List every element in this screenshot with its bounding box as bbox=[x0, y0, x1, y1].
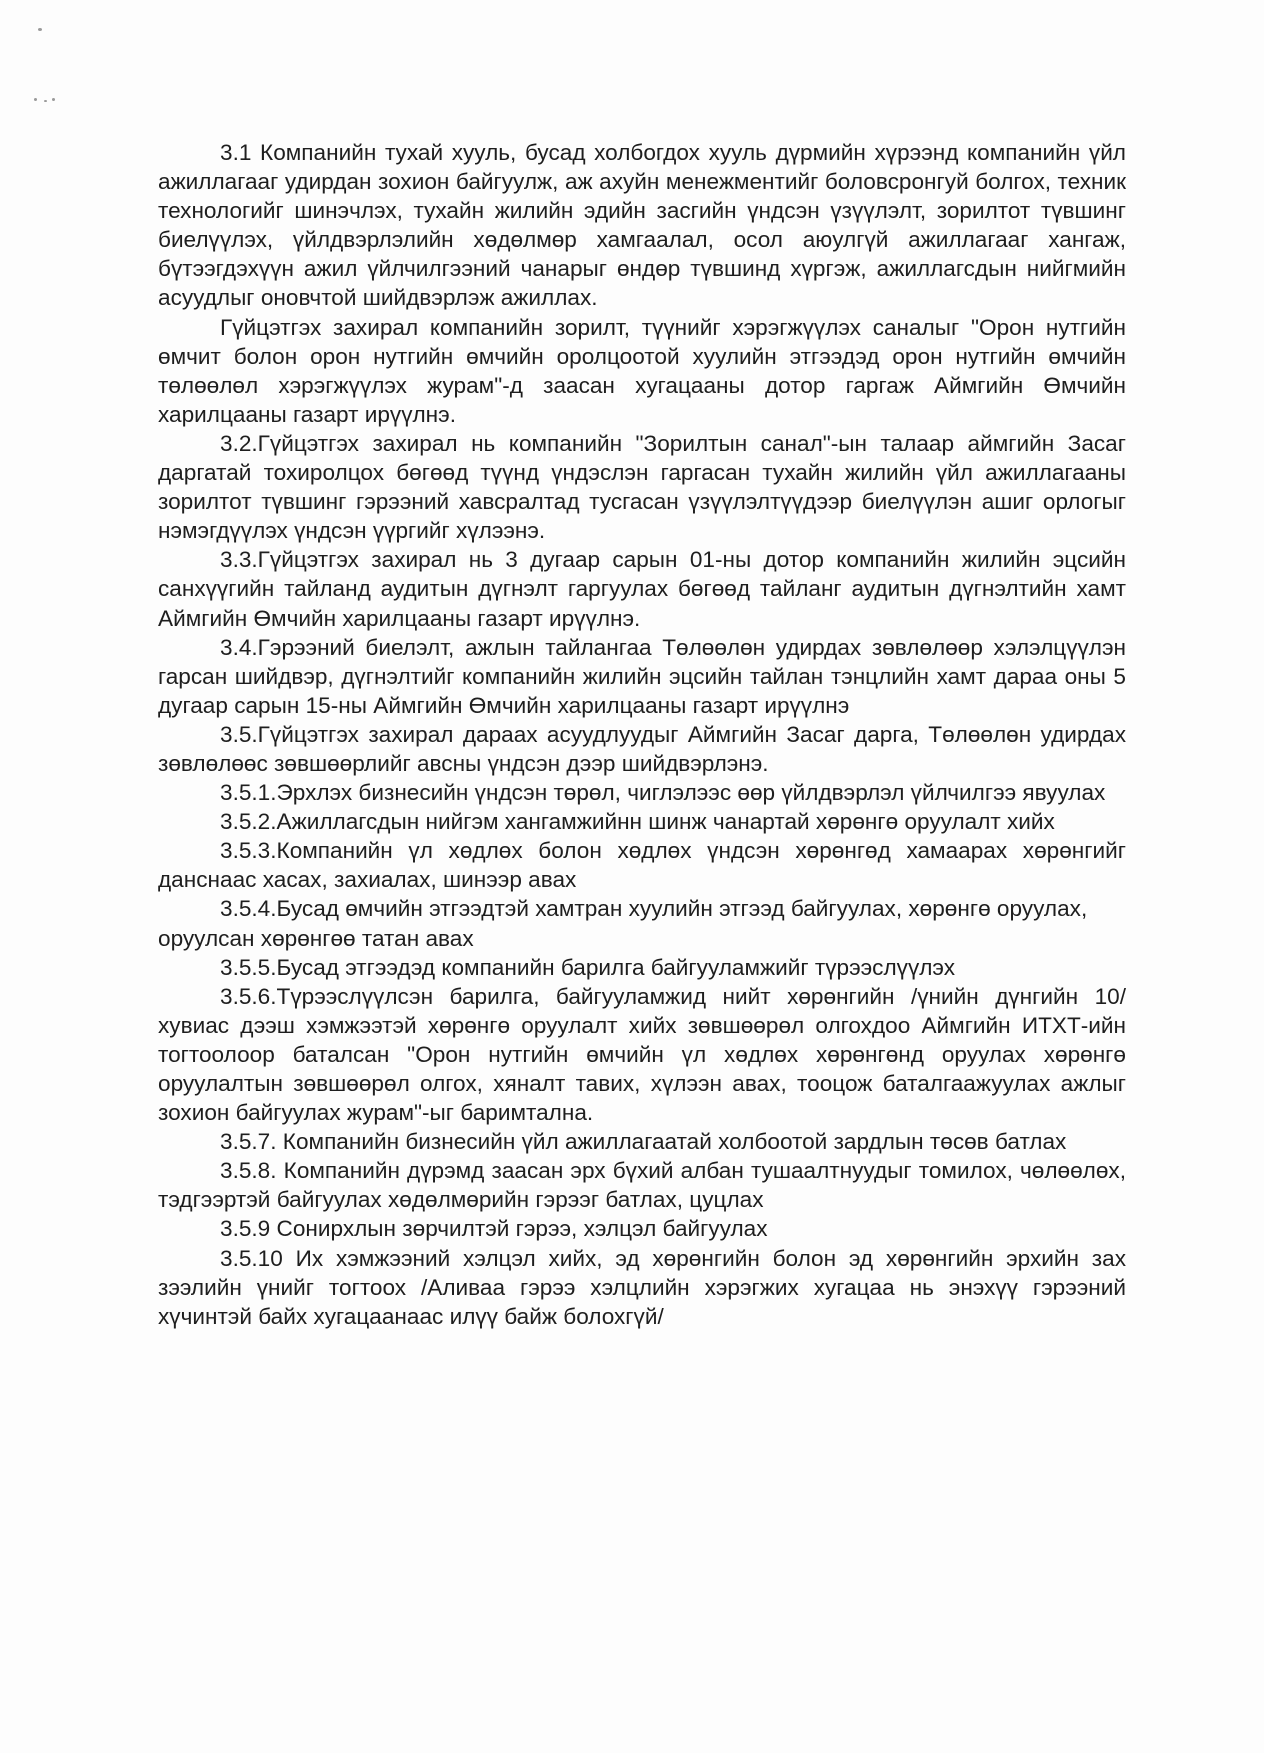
section-3-5-7-paragraph: 3.5.7. Компанийн бизнесийн үйл ажиллагаатай холбоотой зардлын төсөв батлах bbox=[220, 1129, 1067, 1155]
section-3-5-2-paragraph: 3.5.2.Ажиллагсдын нийгэм хангамжийнн шинж чанартай хөрөнгө оруулалт хийх bbox=[220, 809, 1055, 835]
section-3-5-4-paragraph: 3.5.4.Бусад өмчийн этгээдтэй хамтран хуулийн этгээд байгуулах, хөрөнгө оруулах, оруулсан хөрөнгөө татан авах bbox=[158, 896, 1088, 951]
section-3-3-paragraph: 3.3.Гүйцэтгэх захирал нь 3 дугаар сарын 01-ны дотор компанийн жилийн эцсийн санхүүгийн тайланд аудитын дүгнэлт гаргуулах бөгөөд тайланг аудитын дүгнэлтийн хамт Аймгийн Өмчийн харилцааны газарт ирүүлнэ. bbox=[158, 547, 1126, 631]
section-3-5-6-paragraph: 3.5.6.Түрээслүүлсэн барилга, байгууламжид нийт хөрөнгийн /үнийн дүнгийн 10/ хувиас дээш хэмжээтэй хөрөнгө оруулалт хийх зөвшөөрөл олгохдоо Аймгийн ИТХТ-ийн тогтоолоор баталсан "Орон нутгийн өмчийн үл хөдлөх хөрөнгөнд оруулах хөрөнгө оруулалтын зөвшөөрөл олгох, хяналт тавих, хүлээн авах, тооцож баталгаажуулах ажлыг зохион байгуулах журам"-ыг баримтална. bbox=[158, 983, 1126, 1126]
section-3-5-paragraph: 3.5.Гүйцэтгэх захирал дараах асуудлуудыг Аймгийн Засаг дарга, Төлөөлөн удирдах зөвлөлөөс зөвшөөрлийг авсны үндсэн дээр шийдвэрлэнэ. bbox=[158, 721, 1126, 776]
scan-speck bbox=[38, 28, 42, 31]
section-3-5-1-paragraph: 3.5.1.Эрхлэх бизнесийн үндсэн төрөл, чиглэлээс өөр үйлдвэрлэл үйлчилгээ явуулах bbox=[220, 780, 1106, 806]
section-3-5-8-paragraph: 3.5.8. Компанийн дүрэмд заасан эрх бүхий албан тушаалтнуудыг томилох, чөлөөлөх, тэдгээртэй байгуулах хөдөлмөрийн гэрээг батлах, цуцлах bbox=[158, 1158, 1126, 1213]
section-3-2-paragraph: 3.2.Гүйцэтгэх захирал нь компанийн "Зорилтын санал"-ын талаар аймгийн Засаг даргатай тохиролцох бөгөөд түүнд үндэслэн гаргасан тухайн жилийн үйл ажиллагааны зорилтот түвшинг гэрээний хавсралтад тусгасан үзүүлэлтүүдээр биелүүлэн ашиг орлогыг нэмэгдүүлэх үндсэн үүргийг хүлээнэ. bbox=[158, 430, 1126, 544]
scan-speck bbox=[44, 100, 47, 102]
section-3-1-paragraph: 3.1 Компанийн тухай хууль, бусад холбогдох хууль дүрмийн хүрээнд компанийн үйл ажиллагааг удирдан зохион байгуулж, аж ахуйн менежментийг боловсронгуй болгох, техник технологийг шинэчлэх, тухайн жилийн эдийн засгийн үндсэн үзүүлэлт, зорилтот түвшинг биелүүлэх, үйлдвэрлэлийн хөдөлмөр хамгаалал, осол аюулгүй ажиллагааг хангаж, бүтээгдэхүүн ажил үйлчилгээний чанарыг өндөр түвшинд хүргэж, ажиллагсдын нийгмийн асуудлыг оновчтой шийдвэрлэж ажиллах. bbox=[158, 140, 1126, 311]
section-3-4-paragraph: 3.4.Гэрээний биелэлт, ажлын тайлангаа Төлөөлөн удирдах зөвлөлөөр хэлэлцүүлэн гарсан шийдвэр, дүгнэлтийг компанийн жилийн эцсийн тайлан тэнцлийн хамт дараа оны 5 дугаар сарын 15-ны Аймгийн Өмчийн харилцааны газарт ирүүлнэ bbox=[158, 634, 1126, 718]
section-3-5-9-paragraph: 3.5.9 Сонирхлын зөрчилтэй гэрээ, хэлцэл байгуулах bbox=[220, 1216, 768, 1242]
section-3-5-3-paragraph: 3.5.3.Компанийн үл хөдлөх болон хөдлөх үндсэн хөрөнгөд хамаарах хөрөнгийг данснаас хасах, захиалах, шинээр авах bbox=[158, 838, 1126, 893]
section-3-5-10-paragraph: 3.5.10 Их хэмжээний хэлцэл хийх, эд хөрөнгийн болон эд хөрөнгийн эрхийн зах зээлийн үнийг тогтоох /Аливаа гэрээ хэлцлийн хэрэгжих хугацаа нь энэхүү гэрээний хүчинтэй байх хугацаанаас илүү байж болохгүй/ bbox=[158, 1245, 1126, 1329]
document-body bbox=[158, 138, 1126, 1331]
scan-speck bbox=[34, 98, 37, 101]
scan-specks bbox=[30, 20, 70, 110]
section-3-5-5-paragraph: 3.5.5.Бусад этгээдэд компанийн барилга байгууламжийг түрээслүүлэх bbox=[220, 954, 955, 980]
scan-speck bbox=[52, 98, 55, 101]
director-goals-paragraph: Гүйцэтгэх захирал компанийн зорилт, түүнийг хэрэгжүүлэх саналыг "Орон нутгийн өмчит болон орон нутгийн өмчийн оролцоотой хуулийн этгээдэд орон нутгийн өмчийн төлөөлөл хэрэгжүүлэх журам"-д заасан хугацааны дотор гаргаж Аймгийн Өмчийн харилцааны газарт ирүүлнэ. bbox=[158, 314, 1126, 427]
